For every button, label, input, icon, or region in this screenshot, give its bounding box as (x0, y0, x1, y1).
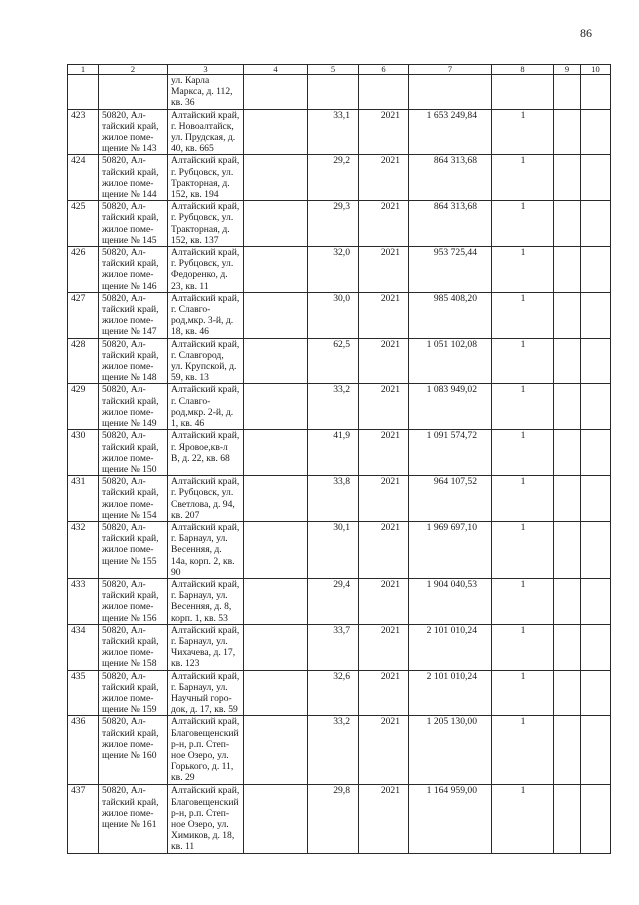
year-cell: 2021 (359, 476, 409, 522)
quantity-cell: 1 (492, 247, 554, 293)
column-4-cell (244, 247, 308, 293)
column-4-cell (244, 109, 308, 155)
quantity-cell: 1 (492, 716, 554, 785)
quantity-cell: 1 (492, 384, 554, 430)
area-cell (308, 75, 359, 110)
value-cell: 985 408,20 (409, 292, 492, 338)
year-cell (359, 75, 409, 110)
column-4-cell (244, 670, 308, 716)
area-cell: 33,8 (308, 476, 359, 522)
quantity-cell: 1 (492, 338, 554, 384)
header-row (68, 65, 611, 75)
table-row (68, 201, 611, 247)
column-4-cell (244, 155, 308, 201)
area-cell: 29,8 (308, 785, 359, 853)
table-row (68, 75, 611, 110)
row-number-cell: 431 (68, 476, 99, 522)
column-4-cell (244, 785, 308, 853)
column-header: 4 (244, 65, 308, 75)
value-cell: 1 653 249,84 (409, 109, 492, 155)
quantity-cell: 1 (492, 670, 554, 716)
object-name-cell: 50820, Ал- тайский край, жилое поме- щение № 159 (99, 670, 168, 716)
object-name-cell: 50820, Ал- тайский край, жилое поме- щение № 154 (99, 476, 168, 522)
column-header: 7 (409, 65, 492, 75)
value-cell: 1 091 574,72 (409, 430, 492, 476)
year-cell: 2021 (359, 292, 409, 338)
quantity-cell (492, 75, 554, 110)
address-cell: ул. Карла Маркса, д. 112, кв. 36 (168, 75, 244, 110)
table-row (68, 716, 611, 785)
quantity-cell: 1 (492, 430, 554, 476)
column-10-cell (581, 201, 611, 247)
object-name-cell: 50820, Ал- тайский край, жилое поме- щение № 144 (99, 155, 168, 201)
column-10-cell (581, 476, 611, 522)
column-10-cell (581, 624, 611, 670)
year-cell: 2021 (359, 785, 409, 853)
year-cell: 2021 (359, 521, 409, 578)
property-registry-table (67, 64, 611, 854)
value-cell (409, 75, 492, 110)
column-9-cell (554, 155, 581, 201)
address-cell: Алтайский край, г. Барнаул, ул. Научный горо- док, д. 17, кв. 59 (168, 670, 244, 716)
object-name-cell: 50820, Ал- тайский край, жилое поме- щение № 149 (99, 384, 168, 430)
object-name-cell: 50820, Ал- тайский край, жилое поме- щение № 147 (99, 292, 168, 338)
area-cell: 62,5 (308, 338, 359, 384)
area-cell: 30,1 (308, 521, 359, 578)
column-10-cell (581, 384, 611, 430)
table-row (68, 384, 611, 430)
value-cell: 1 969 697,10 (409, 521, 492, 578)
object-name-cell: 50820, Ал- тайский край, жилое поме- щение № 158 (99, 624, 168, 670)
year-cell: 2021 (359, 578, 409, 624)
column-9-cell (554, 384, 581, 430)
column-10-cell (581, 247, 611, 293)
object-name-cell: 50820, Ал- тайский край, жилое поме- щение № 161 (99, 785, 168, 853)
column-9-cell (554, 670, 581, 716)
area-cell: 33,2 (308, 716, 359, 785)
value-cell: 2 101 010,24 (409, 624, 492, 670)
object-name-cell: 50820, Ал- тайский край, жилое поме- щение № 156 (99, 578, 168, 624)
table-row (68, 476, 611, 522)
address-cell: Алтайский край, г. Славго- род,мкр. 3-й, д. 18, кв. 46 (168, 292, 244, 338)
column-4-cell (244, 201, 308, 247)
table-row (68, 155, 611, 201)
column-header: 10 (581, 65, 611, 75)
column-9-cell (554, 476, 581, 522)
quantity-cell: 1 (492, 109, 554, 155)
address-cell: Алтайский край, г. Барнаул, ул. Весенняя, д. 8, корп. 1, кв. 53 (168, 578, 244, 624)
row-number-cell: 432 (68, 521, 99, 578)
object-name-cell: 50820, Ал- тайский край, жилое поме- щение № 145 (99, 201, 168, 247)
table-row (68, 521, 611, 578)
column-10-cell (581, 338, 611, 384)
row-number-cell: 435 (68, 670, 99, 716)
row-number-cell: 430 (68, 430, 99, 476)
object-name-cell: 50820, Ал- тайский край, жилое поме- щение № 143 (99, 109, 168, 155)
year-cell: 2021 (359, 155, 409, 201)
column-4-cell (244, 430, 308, 476)
address-cell: Алтайский край, г. Рубцовск, ул. Тракторная, д. 152, кв. 194 (168, 155, 244, 201)
row-number-cell: 436 (68, 716, 99, 785)
object-name-cell: 50820, Ал- тайский край, жилое поме- щение № 146 (99, 247, 168, 293)
column-9-cell (554, 578, 581, 624)
year-cell: 2021 (359, 430, 409, 476)
address-cell: Алтайский край, г. Рубцовск, ул. Федоренко, д. 23, кв. 11 (168, 247, 244, 293)
column-header: 8 (492, 65, 554, 75)
column-header: 5 (308, 65, 359, 75)
address-cell: Алтайский край, г. Новоалтайск, ул. Прудская, д. 40, кв. 665 (168, 109, 244, 155)
column-10-cell (581, 521, 611, 578)
address-cell: Алтайский край, г. Рубцовск, ул. Светлова, д. 94, кв. 207 (168, 476, 244, 522)
year-cell: 2021 (359, 201, 409, 247)
column-9-cell (554, 716, 581, 785)
column-header: 3 (168, 65, 244, 75)
object-name-cell: 50820, Ал- тайский край, жилое поме- щение № 148 (99, 338, 168, 384)
area-cell: 32,0 (308, 247, 359, 293)
address-cell: Алтайский край, г. Барнаул, ул. Весенняя, д. 14а, корп. 2, кв. 90 (168, 521, 244, 578)
value-cell: 1 051 102,08 (409, 338, 492, 384)
quantity-cell: 1 (492, 155, 554, 201)
table-row (68, 109, 611, 155)
row-number-cell (68, 75, 99, 110)
column-9-cell (554, 201, 581, 247)
address-cell: Алтайский край, г. Барнаул, ул. Чихачева, д. 17, кв. 123 (168, 624, 244, 670)
column-10-cell (581, 109, 611, 155)
quantity-cell: 1 (492, 201, 554, 247)
column-4-cell (244, 75, 308, 110)
year-cell: 2021 (359, 716, 409, 785)
row-number-cell: 425 (68, 201, 99, 247)
year-cell: 2021 (359, 109, 409, 155)
area-cell: 41,9 (308, 430, 359, 476)
column-10-cell (581, 155, 611, 201)
column-4-cell (244, 384, 308, 430)
year-cell: 2021 (359, 338, 409, 384)
area-cell: 29,3 (308, 201, 359, 247)
value-cell: 953 725,44 (409, 247, 492, 293)
value-cell: 1 164 959,00 (409, 785, 492, 853)
column-4-cell (244, 716, 308, 785)
quantity-cell: 1 (492, 292, 554, 338)
column-header: 6 (359, 65, 409, 75)
column-9-cell (554, 785, 581, 853)
column-4-cell (244, 578, 308, 624)
address-cell: Алтайский край, г. Яровое,кв-л В, д. 22, кв. 68 (168, 430, 244, 476)
column-4-cell (244, 624, 308, 670)
value-cell: 864 313,68 (409, 155, 492, 201)
table-row (68, 292, 611, 338)
value-cell: 1 083 949,02 (409, 384, 492, 430)
table-row (68, 624, 611, 670)
object-name-cell: 50820, Ал- тайский край, жилое поме- щение № 150 (99, 430, 168, 476)
quantity-cell: 1 (492, 476, 554, 522)
area-cell: 33,7 (308, 624, 359, 670)
area-cell: 32,6 (308, 670, 359, 716)
row-number-cell: 423 (68, 109, 99, 155)
address-cell: Алтайский край, г. Славгород, ул. Крупской, д. 59, кв. 13 (168, 338, 244, 384)
table-row (68, 578, 611, 624)
column-header: 2 (99, 65, 168, 75)
column-header: 1 (68, 65, 99, 75)
column-9-cell (554, 430, 581, 476)
page-number: 86 (580, 26, 592, 40)
row-number-cell: 429 (68, 384, 99, 430)
row-number-cell: 427 (68, 292, 99, 338)
column-10-cell (581, 430, 611, 476)
column-4-cell (244, 521, 308, 578)
table-row (68, 247, 611, 293)
column-9-cell (554, 521, 581, 578)
quantity-cell: 1 (492, 785, 554, 853)
value-cell: 864 313,68 (409, 201, 492, 247)
value-cell: 1 205 130,00 (409, 716, 492, 785)
value-cell: 1 904 040,53 (409, 578, 492, 624)
object-name-cell: 50820, Ал- тайский край, жилое поме- щение № 155 (99, 521, 168, 578)
column-9-cell (554, 292, 581, 338)
row-number-cell: 424 (68, 155, 99, 201)
column-4-cell (244, 292, 308, 338)
row-number-cell: 437 (68, 785, 99, 853)
column-10-cell (581, 670, 611, 716)
column-9-cell (554, 247, 581, 293)
column-4-cell (244, 476, 308, 522)
column-4-cell (244, 338, 308, 384)
year-cell: 2021 (359, 624, 409, 670)
row-number-cell: 434 (68, 624, 99, 670)
column-10-cell (581, 785, 611, 853)
column-9-cell (554, 624, 581, 670)
object-name-cell: 50820, Ал- тайский край, жилое поме- щение № 160 (99, 716, 168, 785)
value-cell: 2 101 010,24 (409, 670, 492, 716)
column-10-cell (581, 578, 611, 624)
address-cell: Алтайский край, г. Славго- род,мкр. 2-й, д. 1, кв. 46 (168, 384, 244, 430)
address-cell: Алтайский край, Благовещенский р-н, р.п. Степ- ное Озеро, ул. Химиков, д. 18, кв. 11 (168, 785, 244, 853)
row-number-cell: 433 (68, 578, 99, 624)
area-cell: 33,2 (308, 384, 359, 430)
column-header: 9 (554, 65, 581, 75)
area-cell: 29,4 (308, 578, 359, 624)
row-number-cell: 426 (68, 247, 99, 293)
year-cell: 2021 (359, 384, 409, 430)
column-10-cell (581, 292, 611, 338)
value-cell: 964 107,52 (409, 476, 492, 522)
area-cell: 33,1 (308, 109, 359, 155)
quantity-cell: 1 (492, 578, 554, 624)
area-cell: 30,0 (308, 292, 359, 338)
year-cell: 2021 (359, 247, 409, 293)
area-cell: 29,2 (308, 155, 359, 201)
table-row (68, 670, 611, 716)
column-10-cell (581, 75, 611, 110)
table-row (68, 430, 611, 476)
table-row (68, 338, 611, 384)
quantity-cell: 1 (492, 521, 554, 578)
column-9-cell (554, 338, 581, 384)
row-number-cell: 428 (68, 338, 99, 384)
address-cell: Алтайский край, г. Рубцовск, ул. Тракторная, д. 152, кв. 137 (168, 201, 244, 247)
address-cell: Алтайский край, Благовещенский р-н, р.п. Степ- ное Озеро, ул. Горького, д. 11, кв. 29 (168, 716, 244, 785)
object-name-cell (99, 75, 168, 110)
quantity-cell: 1 (492, 624, 554, 670)
year-cell: 2021 (359, 670, 409, 716)
column-10-cell (581, 716, 611, 785)
column-9-cell (554, 109, 581, 155)
column-9-cell (554, 75, 581, 110)
table-row (68, 785, 611, 853)
